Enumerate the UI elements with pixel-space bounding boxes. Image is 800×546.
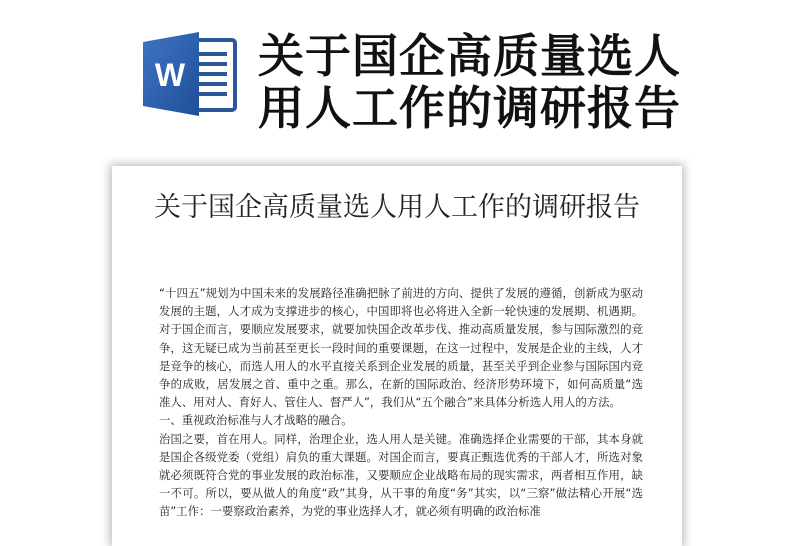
- header-title: 关于国企高质量选人用人工作的调研报告: [258, 29, 681, 135]
- paragraph-section-1: 治国之要，首在用人。同样，治理企业，选人用人是关键。准确选择企业需要的干部，其本身就是国企各级党委（党组）肩负的重大课题。对国企而言，要真正甄选优秀的干部人才，所选对象就必须既符合党的事业发展的政治标准，又要顺应企业战略布局的现实需求，两者相互作用，缺一不可。所以，要从做人的角度“政”其身，从干事的角度“务”其实，以“三察”做法精心开展“选苗”工作：一要察政治素养，为党的事业选择人才，就必须有明确的政治标准: [159, 431, 643, 519]
- word-document-icon: [143, 32, 239, 116]
- document-title: 关于国企高质量选人用人工作的调研报告: [154, 192, 640, 223]
- document-page: [112, 166, 682, 546]
- header-banner: [0, 0, 800, 160]
- word-logo-letter: W: [154, 57, 186, 93]
- section-heading: 一、重视政治标准与人才战略的融合。: [159, 413, 353, 428]
- document-body: [159, 284, 643, 521]
- paragraph-intro: “十四五”规划为中国未来的发展路径准确把脉了前进的方向、提供了发展的遵循，创新成为驱动发展的主题，人才成为支撑进步的核心，中国即将也必将进入全新一轮快速的发展期、机遇期。对于国企而言，要顺应发展要求，就要加快国企改革步伐、推动高质量发展，参与国际激烈的竞争，这无疑已成为当前甚至更长一段时间的重要课题，在这一过程中，发展是企业的主线，人才是竞争的核心，而选人用人的水平直接关系到企业发展的质量，甚至关乎到企业参与国际国内竞争的成败，居发展之首、重中之重。那么，在新的国际政治、经济形势环境下，如何高质量“选准人、用对人、育好人、管住人、督严人”，我们从“五个融合”来具体分析选人用人的方法。: [159, 286, 643, 410]
